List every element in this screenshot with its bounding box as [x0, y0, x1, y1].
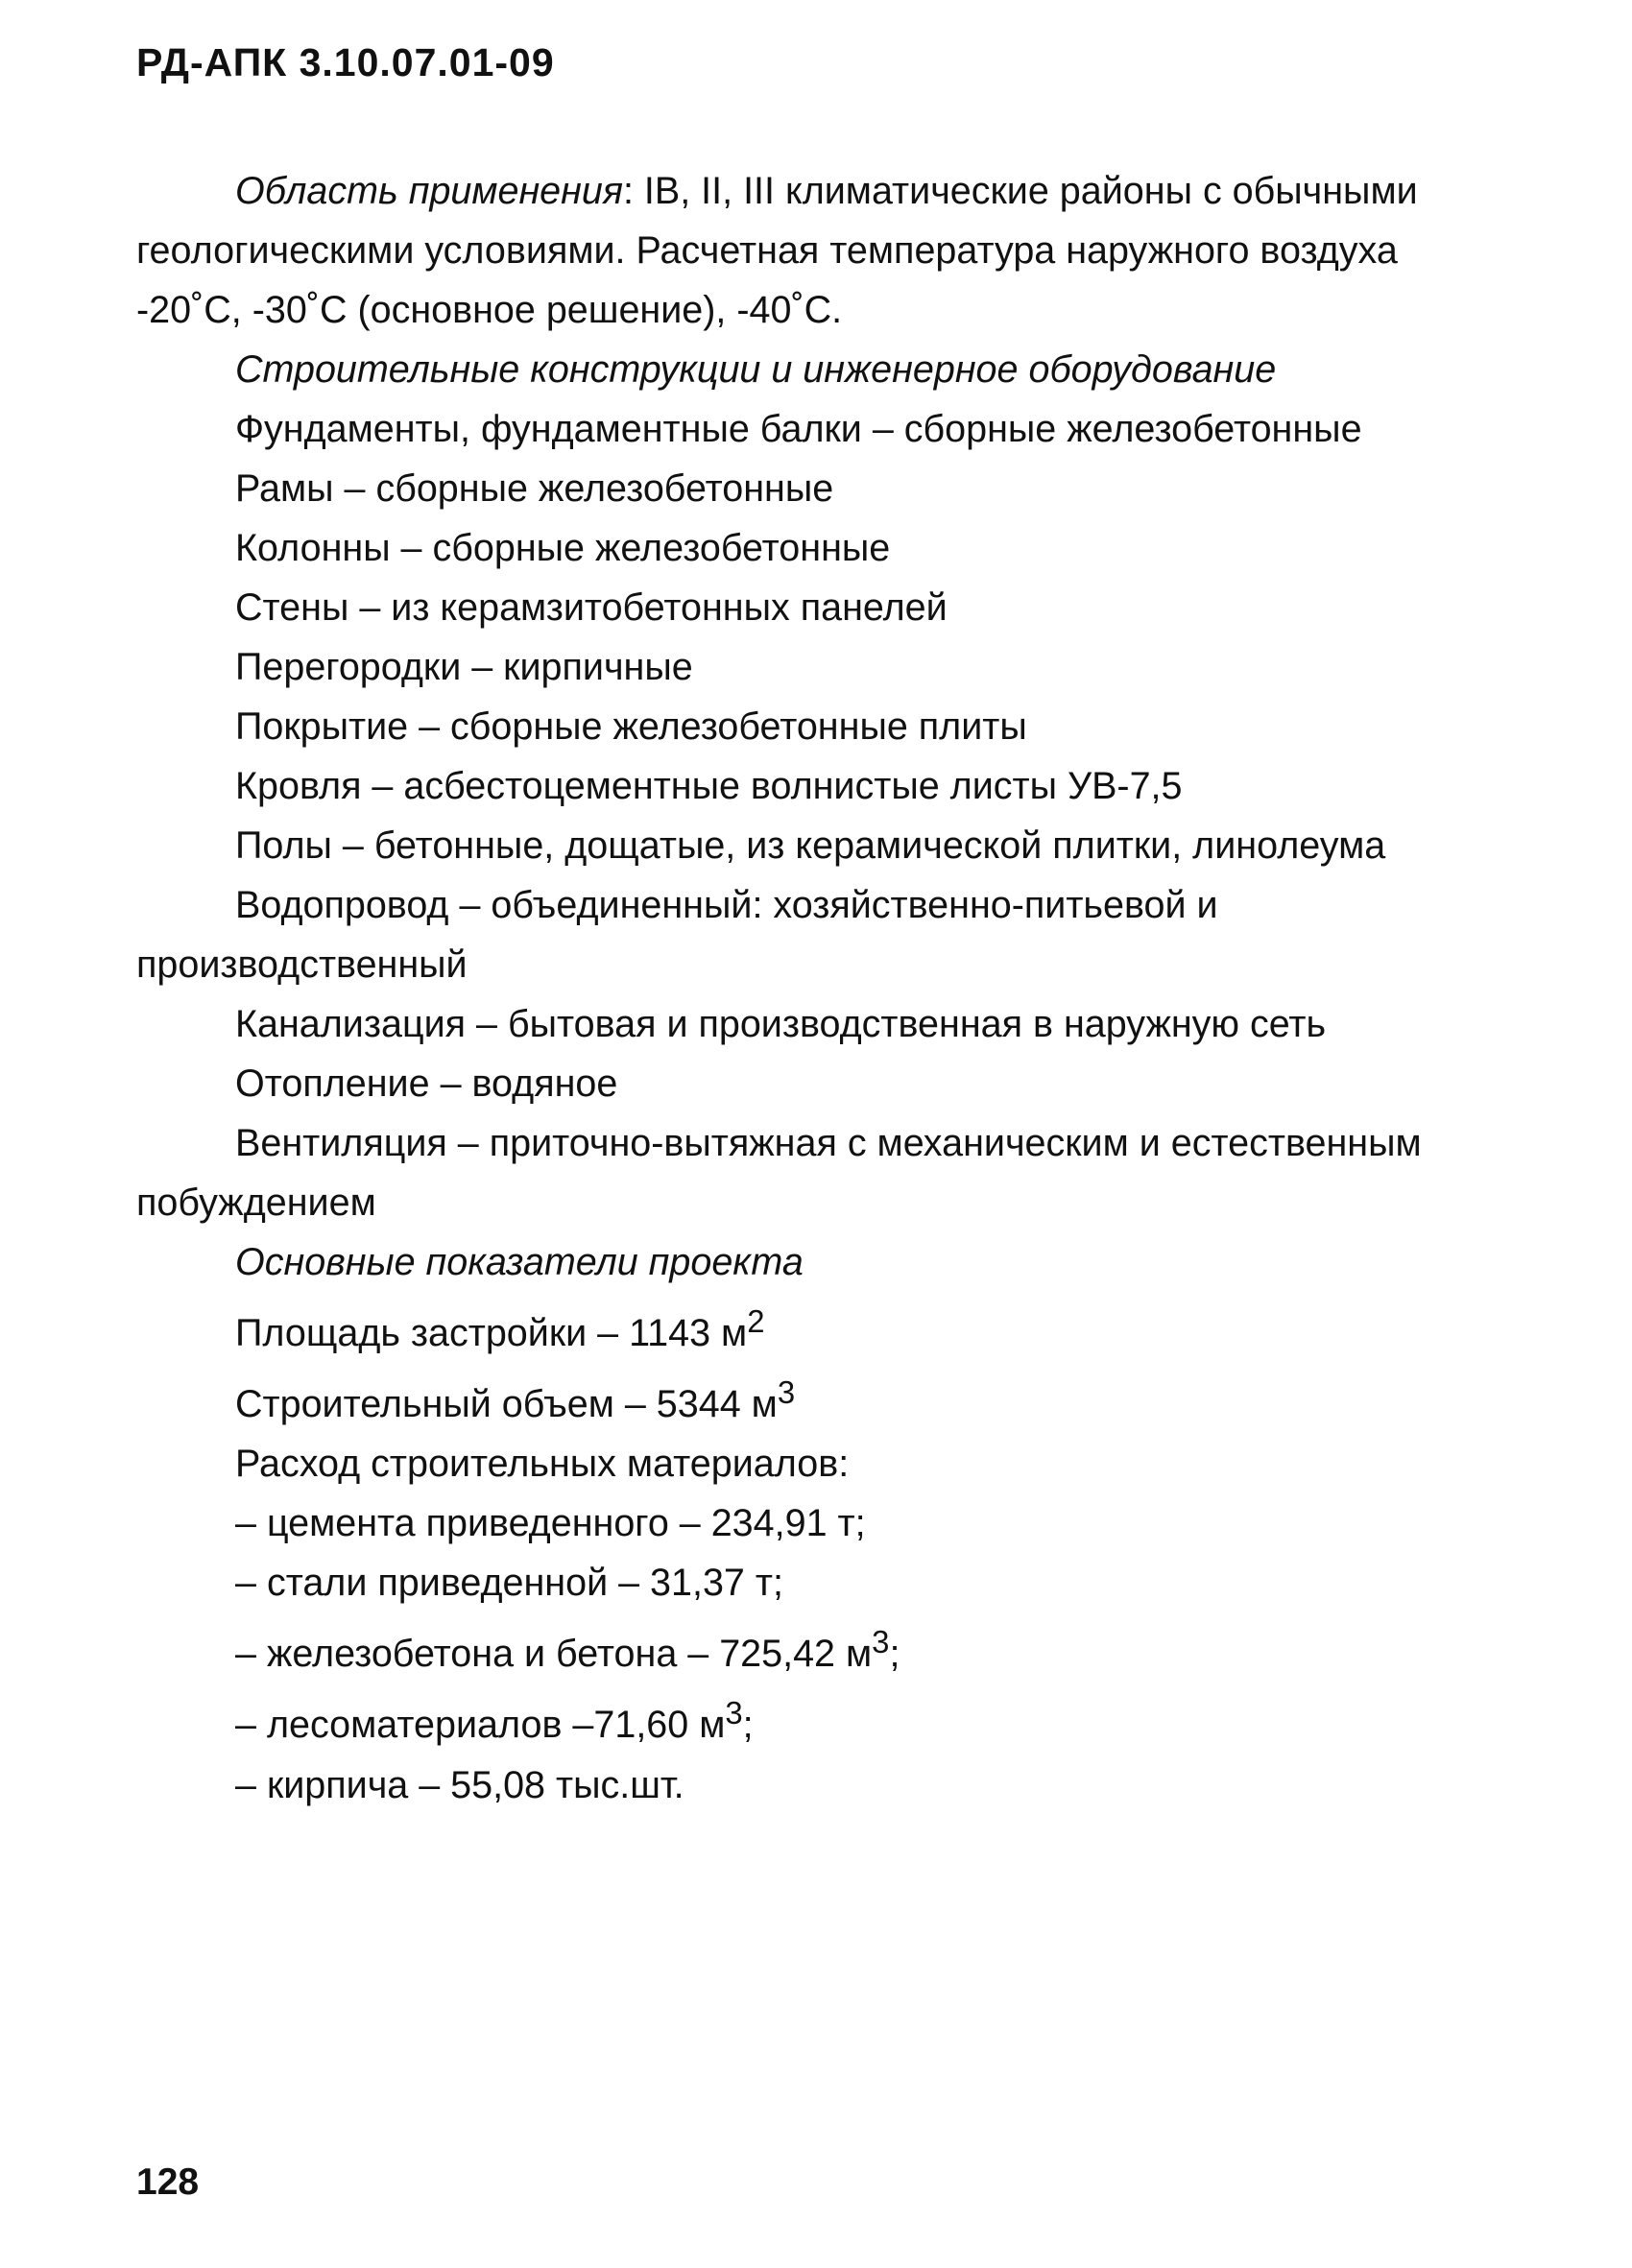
material-timber-tail: ; — [742, 1704, 754, 1747]
material-concrete-tail: ; — [889, 1633, 900, 1676]
item-covering: Покрытие – сборные железобетонные плиты — [235, 705, 1027, 748]
material-timber — [136, 1683, 1496, 1755]
material-steel: – стали приведенной – 31,37 т; — [235, 1562, 783, 1605]
item-foundations: Фундаменты, фундаментные балки – сборные железобетонные — [235, 408, 1362, 450]
item-frames: Рамы – сборные железобетонные — [235, 467, 834, 510]
item-columns: Колонны – сборные железобетонные — [235, 527, 891, 569]
item-sewerage: Канализация – бытовая и производственная в наружную сеть — [235, 1003, 1327, 1045]
material-brick: – кирпича – 55,08 тыс.шт. — [235, 1763, 684, 1806]
scope-paragraph — [136, 161, 1496, 340]
material-concrete — [136, 1612, 1496, 1683]
building-volume-unit-exponent: 3 — [777, 1374, 796, 1411]
scope-text: : IB, II, III климатические районы с обычными геологическими условиями. Расчетная температура наружного воздуха -20˚С, -30˚С (основное решение), -40˚С. — [136, 170, 1418, 331]
document-code: РД-АПК 3.10.07.01-09 — [136, 40, 555, 84]
building-volume — [136, 1363, 1496, 1434]
item-heating: Отопление – водяное — [235, 1062, 618, 1105]
material-timber-unit-exponent: 3 — [725, 1695, 743, 1731]
building-volume-text: Строительный объем – 5344 м — [235, 1383, 778, 1426]
material-timber-text: – лесоматериалов –71,60 м — [235, 1704, 726, 1747]
page-number: 128 — [136, 2161, 200, 2203]
item-ventilation: Вентиляция – приточно-вытяжная с механическим и естественным побуждением — [136, 1122, 1422, 1224]
item-floors: Полы – бетонные, дощатые, из керамической плитки, линолеума — [235, 824, 1386, 867]
building-area-unit-exponent: 2 — [747, 1303, 765, 1339]
item-partitions: Перегородки – кирпичные — [235, 646, 693, 688]
item-water-supply: Водопровод – объединенный: хозяйственно-питьевой и производственный — [136, 884, 1218, 986]
indicators-heading: Основные показатели проекта — [235, 1241, 804, 1283]
materials-label: Расход строительных материалов: — [235, 1443, 850, 1486]
building-area-text: Площадь застройки – 1143 м — [235, 1312, 748, 1355]
material-concrete-unit-exponent: 3 — [872, 1624, 890, 1660]
building-area — [136, 1292, 1496, 1363]
material-cement: – цемента приведенного – 234,91 т; — [235, 1502, 866, 1545]
item-walls: Стены – из керамзитобетонных панелей — [235, 586, 948, 629]
scope-label: Область применения — [235, 170, 623, 212]
document-body — [136, 161, 1496, 1815]
constructions-heading: Строительные конструкции и инженерное оборудование — [235, 348, 1277, 391]
item-roofing: Кровля – асбестоцементные волнистые листы УВ-7,5 — [235, 765, 1183, 807]
material-concrete-text: – железобетона и бетона – 725,42 м — [235, 1633, 873, 1676]
